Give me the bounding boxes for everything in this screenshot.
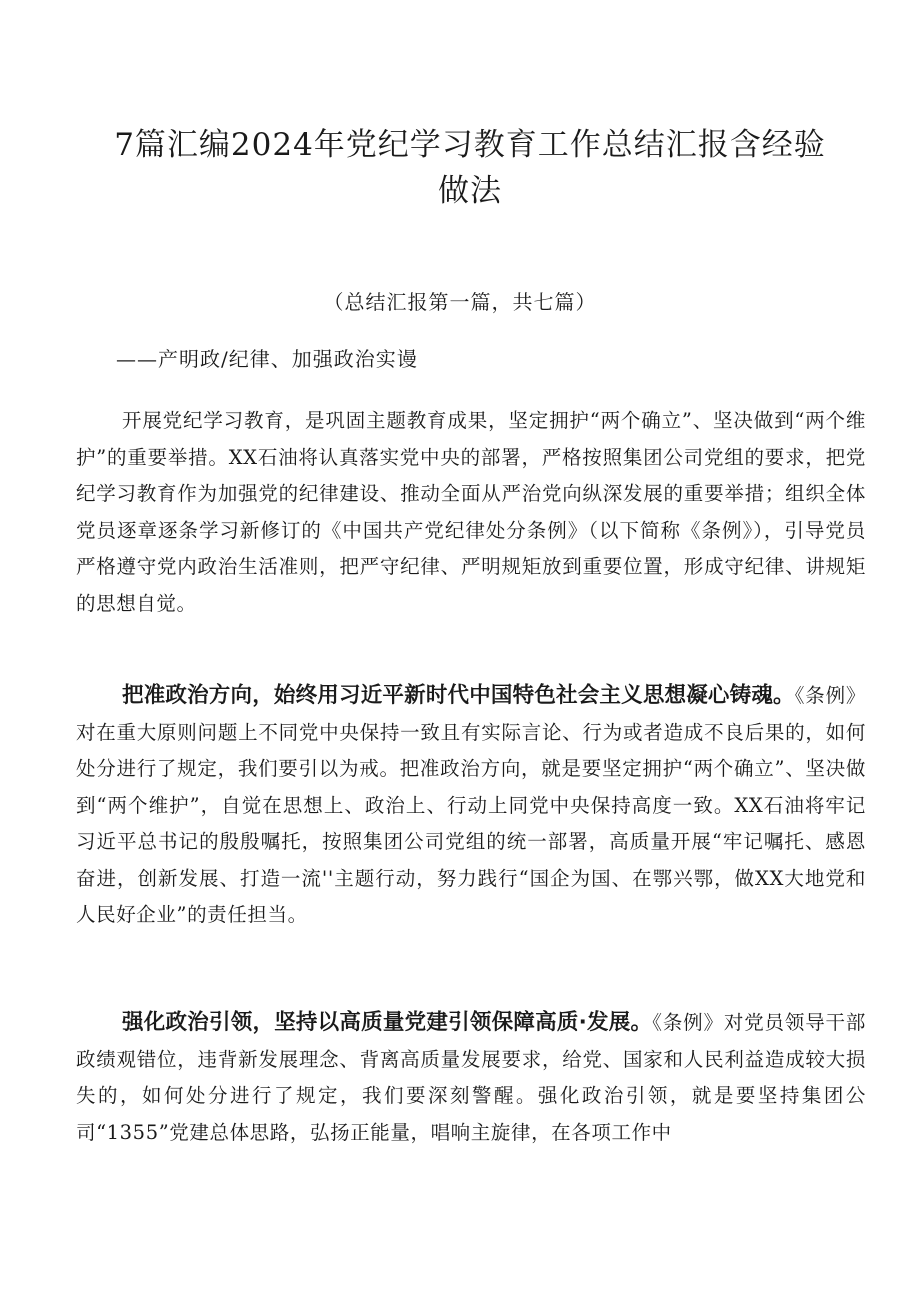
paragraph-2-body: 《条例》对在重大原则问题上不同党中央保持一致且有实际言论、行为或者造成不良后果的，如何处分进行了规定，我们要引以为戒。把准政治方向，就是要坚定拥护“两个确立”、坚决做到“两个维护”，自觉在思想上、政治上、行动上同党中央保持高度一致。XX石油将牢记习近平总书记的殷殷嘱托，按照集团公司党组的统一部署，高质量开展“牢记嘱托、感恩奋进，创新发展、打造一流''主题行动，努力践行“国企为国、在鄂兴鄂，做XX大地党和人民好企业”的责任担当。 [76, 684, 866, 926]
section-heading: ——产明政/纪律、加强政治实谩 [116, 347, 418, 371]
document-title-line-1: 7篇汇编2024年党纪学习教育工作总结汇报含经验 [114, 127, 826, 163]
paragraph-3-lead: 强化政治引领，坚持以高质量党建引领保障高质·发展。 [122, 1010, 653, 1035]
paragraph-3-body: 《条例》对党员领导干部政绩观错位，违背新发展理念、背离高质量发展要求，给党、国家和人民利益造成较大损失的，如何处分进行了规定，我们要深刻警醒。强化政治引领，就是要坚持集团公司“1355”党建总体思路，弘扬正能量，唱响主旋律，在各项工作中 [76, 1011, 867, 1144]
document-subtitle: （总结汇报第一篇，共七篇） [323, 290, 597, 314]
paragraph-3 [76, 1005, 866, 1151]
paragraph-1: 开展党纪学习教育，是巩固主题教育成果，坚定拥护“两个确立”、坚决做到“两个维护”的重要举措。XX石油将认真落实党中央的部署，严格按照集团公司党组的要求，把党纪学习教育作为加强党的纪律建设、推动全面从严治党向纵深发展的重要举措；组织全体党员逐章逐条学习新修订的《中国共产党纪律处分条例》（以下简称《条例》），引导党员严格遵守党内政治生活准则，把严守纪律、严明规矩放到重要位置，形成守纪律、讲规矩的思想自觉。 [76, 409, 866, 615]
paragraph-2 [76, 678, 866, 934]
paragraph-2-lead: 把准政治方向，始终用习近平新时代中国特色社会主义思想凝心铸魂。 [122, 683, 795, 708]
document-title-line-2: 做法 [438, 173, 502, 209]
